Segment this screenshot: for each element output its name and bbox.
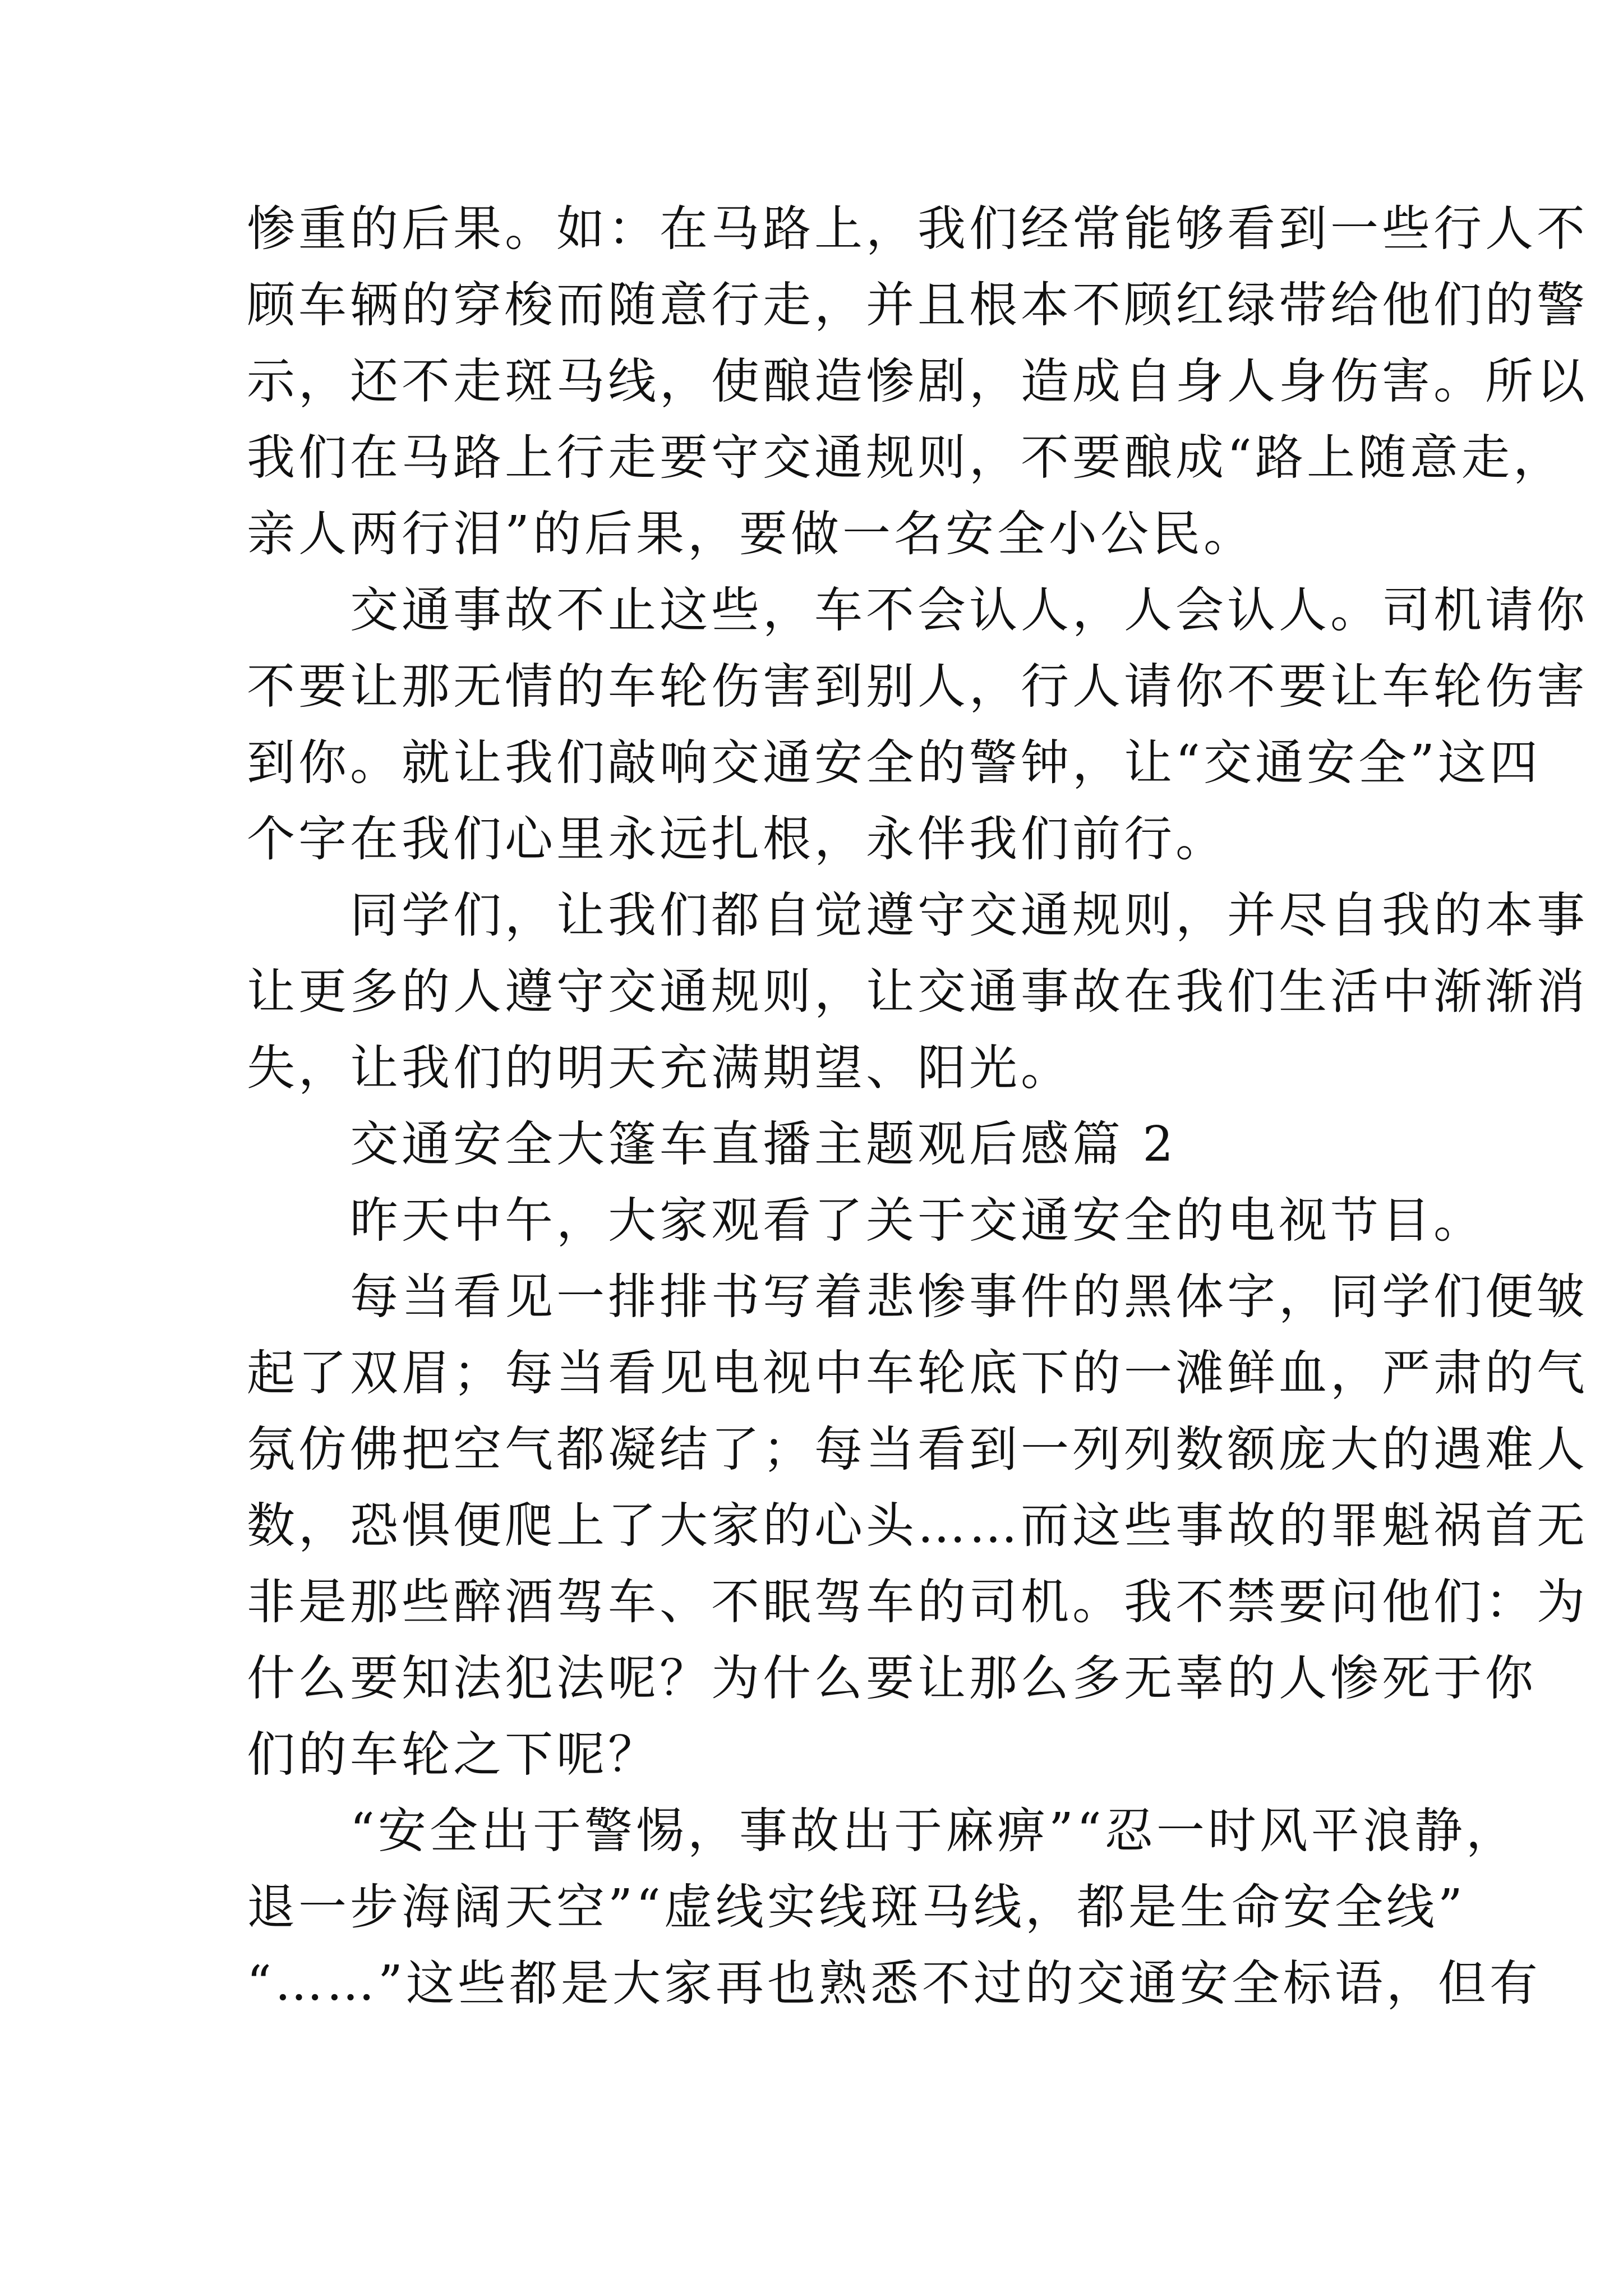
- text-line: 失，让我们的明天充满期望、阳光。: [247, 1040, 1072, 1096]
- text-line: 氛仿佛把空气都凝结了；每当看到一列列数额庞大的遇难人: [247, 1421, 1588, 1478]
- text-line: “……”这些都是大家再也熟悉不过的交通安全标语，但有: [247, 1955, 1541, 2012]
- text-line: 每当看见一排排书写着悲惨事件的黑体字，同学们便皱: [247, 1269, 1588, 1325]
- text-line: 亲人两行泪”的后果，要做一名安全小公民。: [247, 506, 1255, 562]
- text-line: 起了双眉；每当看见电视中车轮底下的一滩鲜血，严肃的气: [247, 1345, 1588, 1401]
- text-line: 昨天中午，大家观看了关于交通安全的电视节目。: [247, 1193, 1485, 1249]
- text-line: 退一步海阔天空”“虚线实线斑马线，都是生命安全线”: [247, 1879, 1466, 1935]
- text-line: 什么要知法犯法呢？为什么要让那么多无辜的人惨死于你: [247, 1650, 1537, 1706]
- text-line: 同学们，让我们都自觉遵守交通规则，并尽自我的本事: [247, 887, 1588, 944]
- document-body: [247, 191, 1588, 2022]
- text-line: 我们在马路上行走要守交通规则，不要酿成“路上随意走，: [247, 430, 1565, 486]
- text-line: 不要让那无情的车轮伤害到别人，行人请你不要让车轮伤害: [247, 659, 1588, 715]
- section-heading: 交通安全大篷车直播主题观后感篇 2: [247, 1116, 1177, 1172]
- text-line: 非是那些醉酒驾车、不眠驾车的司机。我不禁要问他们：为: [247, 1574, 1588, 1630]
- text-line: 示，还不走斑马线，使酿造惨剧，造成自身人身伤害。所以: [247, 353, 1588, 409]
- text-line: “安全出于警惕，事故出于麻痹”“忍一时风平浪静，: [247, 1803, 1518, 1859]
- text-line: 个字在我们心里永远扎根，永伴我们前行。: [247, 811, 1227, 867]
- text-line: 数，恐惧便爬上了大家的心头……而这些事故的罪魁祸首无: [247, 1498, 1588, 1554]
- text-line: 交通事故不止这些，车不会认人，人会认人。司机请你: [247, 582, 1588, 638]
- text-line: 顾车辆的穿梭而随意行走，并且根本不顾红绿带给他们的警: [247, 277, 1588, 333]
- text-line: 到你。就让我们敲响交通安全的警钟，让“交通安全”这四: [247, 735, 1541, 791]
- text-line: 们的车轮之下呢？: [247, 1727, 660, 1783]
- text-line: 惨重的后果。如：在马路上，我们经常能够看到一些行人不: [247, 201, 1588, 257]
- text-line: 让更多的人遵守交通规则，让交通事故在我们生活中渐渐消: [247, 964, 1588, 1020]
